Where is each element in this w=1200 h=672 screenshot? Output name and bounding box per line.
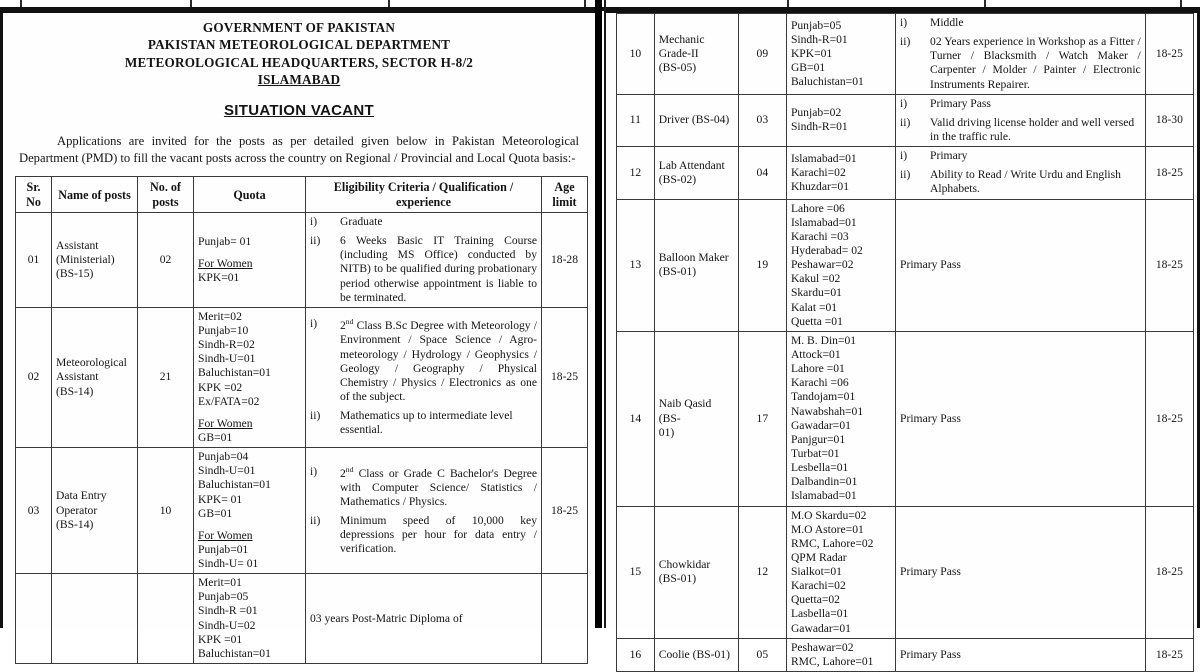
eligibility-text: Primary [930,149,968,163]
page-title: SITUATION VACANT [223,101,375,119]
cell-no-of-posts: 21 [138,307,194,447]
eligibility-item [310,409,537,437]
eligibility-text: Middle [930,16,964,29]
quota-line: Lahore =01 [790,362,845,376]
eligibility-text: Minimum speed of 10,000 key depressions per hour for data entry / verification. [340,514,537,556]
quota-line: Sindh-R=01 [790,120,848,134]
quota-line: Quetta =01 [790,314,843,328]
quota-line: Hyderabad= 02 [790,243,863,257]
col-header-no-of-posts: No. of posts [138,177,194,213]
eligibility-text: 03 years Post-Matric Diploma of [310,611,463,625]
cell-age-limit: 18-28 [542,212,588,307]
quota-line: Peshawar=02 [790,640,854,654]
quota-line: Punjab=05 [198,590,249,604]
post-name-line: (BS-14) [56,384,94,398]
left-page-column [0,11,595,660]
cell-post-name [654,147,738,199]
post-name-line: Mechanic [658,32,705,46]
eligibility-item [310,465,537,509]
cell-post-name [654,331,738,506]
col-header-eligibility: Eligibility Criteria / Qualification / experience [306,177,542,213]
post-name-line: (Ministerial) [56,252,115,266]
eligibility-list [900,97,1141,144]
quota-line: Islamabad=01 [790,151,857,165]
post-name-line: Driver (BS-04) [658,113,730,127]
quota-line: Karachi =03 [790,229,849,243]
cell-eligibility [896,14,1146,95]
cell-quota [786,14,895,95]
eligibility-list [310,317,537,437]
quota-line: Sindh-R=01 [790,32,848,46]
cell-eligibility [896,638,1146,671]
cell-age-limit: 18-25 [1145,638,1193,671]
cell-post-name [52,448,138,574]
quota-line: Islamabad=01 [790,215,857,229]
post-name-line: Meteorological [56,356,127,370]
quota-line: Lesbella=01 [790,461,849,475]
quota-line: M.O Skardu=02 [790,508,867,522]
cell-sr-no: 10 [617,14,655,95]
cell-no-of-posts: 09 [738,14,786,95]
table-row [617,506,1194,638]
eligibility-marker: i) [310,317,318,331]
col-header-sr-no: Sr. No [16,177,52,213]
cell-no-of-posts: 17 [738,331,786,506]
quota-line: KPK= 01 [198,492,243,506]
post-name-line: (BS-15) [56,266,94,280]
cell-quota [786,147,895,199]
quota-line: Merit=02 [198,309,242,323]
eligibility-text: Primary Pass [900,411,961,425]
cell-age-limit: 18-25 [542,307,588,447]
cell-quota [786,199,895,331]
eligibility-item [310,317,537,404]
eligibility-item [310,514,537,556]
table-row [617,331,1194,506]
quota-line: M.O Astore=01 [790,522,864,536]
post-name-line: (BS-05) [658,60,697,74]
quota-line: Merit=01 [198,576,242,590]
cell-post-name [654,14,738,95]
cell-sr-no: 12 [617,147,655,199]
quota-line: Khuzdar=01 [790,179,849,193]
col-header-age-limit: Age limit [542,177,588,213]
post-name-line: Coolie (BS-01) [658,647,730,661]
cell-post-name [52,574,138,664]
cell-no-of-posts: 12 [738,506,786,638]
post-name-line: Grade-II [658,46,699,60]
quota-line: Karachi=02 [790,579,846,593]
eligibility-item [900,97,1141,111]
cell-eligibility [306,212,542,307]
table-row [617,147,1194,199]
table-row [16,212,588,307]
quota-line: Nawabshah=01 [790,404,864,418]
eligibility-text: 2nd Class or Grade C Bachelor's Degree with Computer Science/ Statistics / Mathematics / Physics. [340,464,537,508]
vacancy-table-right [616,13,1194,672]
quota-line: Karachi=02 [790,165,846,179]
eligibility-text: 02 Years experience in Workshop as a Fitter / Turner / Blacksmith / Watch Maker / Carpenter / Molder / Painter / Electronic Instruments Repairer. [930,35,1141,91]
document-header [3,13,595,119]
quota-line: Punjab=05 [790,18,842,32]
quota-women-line: GB=01 [198,430,233,444]
eligibility-list [900,412,1141,426]
header-line-1: GOVERNMENT OF PAKISTAN [202,20,396,35]
quota-women-label: For Women [198,528,253,542]
eligibility-text: Primary Pass [900,647,961,661]
quota-line: Peshawar=02 [790,258,854,272]
cell-no-of-posts: 19 [738,199,786,331]
quota-line: Baluchistan=01 [790,75,864,89]
post-name-line: Assistant [56,238,99,252]
table-row [16,448,588,574]
cell-sr-no: 15 [617,506,655,638]
header-line-3: METEOROLOGICAL HEADQUARTERS, SECTOR H-8/2 [124,54,474,70]
eligibility-item [900,35,1141,92]
cell-sr-no: 16 [617,638,655,671]
quota-line: Sindh-R=02 [198,338,255,352]
eligibility-text: Valid driving license holder and well versed in the traffic rule. [930,115,1135,143]
eligibility-marker: ii) [900,115,911,129]
header-line-4: ISLAMABAD [257,72,341,88]
quota-line: Punjab=10 [198,323,249,337]
quota-line: Punjab= 01 [198,234,252,248]
eligibility-list [310,465,537,557]
cell-eligibility [896,331,1146,506]
post-name-line: Balloon Maker [658,251,729,265]
eligibility-list [310,215,537,305]
post-name-line: (BS-02) [658,172,697,186]
intro-text: Applications are invited for the posts as per detailed given below in Pakistan Meteorological Department (PMD) to fill the vacant posts across the country on Regional / Provincial and Local Quota basis:- [19,133,579,165]
quota-line: RMC, Lahore=02 [790,536,874,550]
col-header-quota: Quota [194,177,306,213]
post-name-line: Chowkidar [658,557,711,571]
eligibility-text: Primary Pass [900,258,961,272]
cell-sr-no: 01 [16,212,52,307]
cell-no-of-posts: 03 [738,94,786,146]
eligibility-item [900,168,1141,196]
post-name-line: (BS-14) [56,517,94,531]
strip-divider [190,0,192,7]
cell-quota [194,448,306,574]
eligibility-text: 2nd Class B.Sc Degree with Meteorology / Environment / Space Science / Agro-meteorology / Hydrology / Geophysics / Geology / Geography / Physical Chemistry / Physics / Electronics as one of the subject. [340,317,537,404]
quota-line: Lasbella=01 [790,607,849,621]
post-name-line: Data Entry [56,489,107,503]
quota-line: Dalbandin=01 [790,475,858,489]
strip-divider [1180,0,1182,7]
right-page-column [606,11,1200,668]
cell-age-limit [542,574,588,664]
eligibility-item [900,116,1141,144]
quota-women-line: KPK=01 [198,270,240,284]
cell-sr-no [16,574,52,664]
eligibility-marker: ii) [310,409,321,423]
quota-line: Sindh-U=01 [198,464,256,478]
eligibility-list [900,565,1141,579]
strip-divider [584,0,586,7]
quota-line: Panjgur=01 [790,432,846,446]
cell-eligibility [306,307,542,447]
cell-quota [786,94,895,146]
eligibility-text: Graduate [340,214,383,228]
quota-line: Sialkot=01 [790,565,842,579]
quota-line: Attock=01 [790,347,841,361]
cell-quota [786,331,895,506]
table-row [617,14,1194,95]
quota-line: Sindh-U=02 [198,618,256,632]
eligibility-text: 6 Weeks Basic IT Training Course (including MS Office) conducted by NITB) to be qualified during probationary period otherwise appointment is liable to be terminated. [340,234,537,304]
table-row [16,307,588,447]
eligibility-text: Primary Pass [900,565,961,579]
eligibility-list [900,648,1141,662]
cell-no-of-posts: 05 [738,638,786,671]
quota-line: Baluchistan=01 [198,646,271,660]
cell-quota [786,506,895,638]
header-line-2: PAKISTAN METEOROLOGICAL DEPARTMENT [147,37,451,53]
quota-line: Punjab=04 [198,450,249,464]
cell-age-limit: 18-25 [1145,147,1193,199]
cell-eligibility [306,574,542,664]
eligibility-list [310,612,537,626]
eligibility-text: Ability to Read / Write Urdu and English Alphabets. [930,168,1121,196]
quota-line: Karachi =06 [790,376,849,390]
vacancy-table-left [15,176,588,664]
cell-no-of-posts: 02 [138,212,194,307]
post-name-line: (BS-01) [658,572,697,586]
quota-line: Baluchistan=01 [198,478,271,492]
eligibility-marker: i) [900,96,908,110]
table-row [617,638,1194,671]
cell-age-limit: 18-25 [542,448,588,574]
post-name-line: Operator [56,503,98,517]
quota-women-line: Sindh-U= 01 [198,557,259,571]
table-row [16,574,588,664]
quota-spacer [198,521,301,529]
quota-line: Gawadar=01 [790,418,851,432]
quota-line: Kakul =02 [790,272,841,286]
quota-line: M. B. Din=01 [790,333,857,347]
cell-quota [194,574,306,664]
cell-no-of-posts [138,574,194,664]
intro-paragraph [19,133,579,167]
cell-sr-no: 11 [617,94,655,146]
cell-age-limit: 18-25 [1145,199,1193,331]
eligibility-marker: ii) [900,35,911,49]
cell-sr-no: 03 [16,448,52,574]
cell-eligibility [896,506,1146,638]
eligibility-item [310,215,537,229]
post-name-line: Assistant [56,370,99,384]
quota-line: Lahore =06 [790,201,845,215]
quota-women-label: For Women [198,256,253,270]
cell-post-name [654,199,738,331]
strip-divider [984,0,986,7]
page-spine-divider [595,0,602,628]
eligibility-marker: i) [900,16,908,29]
cell-eligibility [896,94,1146,146]
eligibility-item [900,16,1141,30]
quota-line: KPK=01 [790,46,833,60]
eligibility-marker: ii) [310,514,321,528]
strip-divider [787,0,789,7]
eligibility-marker: i) [310,214,318,228]
cell-post-name [654,94,738,146]
eligibility-text: Mathematics up to intermediate level essential. [340,409,513,437]
cell-quota [786,638,895,671]
cell-age-limit: 18-30 [1145,94,1193,146]
post-name-line: (BS-01) [658,265,697,279]
table-row [617,94,1194,146]
cell-no-of-posts: 10 [138,448,194,574]
eligibility-list [900,258,1141,272]
eligibility-list [900,16,1141,92]
quota-women-line: Punjab=01 [198,542,249,556]
strip-divider [388,0,390,7]
cell-sr-no: 13 [617,199,655,331]
post-name-line: Naib Qasid (BS- [658,397,712,425]
eligibility-list [900,149,1141,196]
eligibility-item [310,234,537,305]
eligibility-marker: i) [900,149,908,163]
post-name-line: 01) [658,425,675,439]
cell-post-name [654,506,738,638]
quota-line: GB=01 [198,506,233,520]
quota-line: RMC, Lahore=01 [790,654,874,668]
cell-post-name [654,638,738,671]
cell-eligibility [896,199,1146,331]
quota-line: Ex/FATA=02 [198,394,260,408]
quota-spacer [198,249,301,257]
cell-sr-no: 02 [16,307,52,447]
quota-line: Turbat=01 [790,446,840,460]
quota-line: Islamabad=01 [790,489,857,503]
cell-age-limit: 18-25 [1145,331,1193,506]
quota-line: Sindh-R =01 [198,604,258,618]
quota-line: Baluchistan=01 [198,366,271,380]
table-row [617,199,1194,331]
cell-post-name [52,307,138,447]
table-header-row [16,177,588,213]
quota-line: Quetta=02 [790,593,840,607]
cell-quota [194,212,306,307]
eligibility-marker: ii) [310,234,321,248]
eligibility-item [900,149,1141,163]
quota-line: GB=01 [790,60,826,74]
strip-divider [20,0,22,7]
cell-age-limit: 18-25 [1145,506,1193,638]
quota-line: Sindh-U=01 [198,352,256,366]
cell-quota [194,307,306,447]
quota-spacer [198,409,301,417]
quota-line: KPK =01 [198,632,243,646]
cell-no-of-posts: 04 [738,147,786,199]
quota-line: QPM Radar [790,550,847,564]
cell-age-limit: 18-25 [1145,14,1193,95]
cell-sr-no: 14 [617,331,655,506]
cell-post-name [52,212,138,307]
col-header-name-of-posts: Name of posts [52,177,138,213]
quota-line: Gawadar=01 [790,621,851,635]
eligibility-marker: i) [310,464,318,478]
eligibility-text: Primary Pass [930,96,991,110]
quota-line: Punjab=02 [790,106,842,120]
quota-line: Kalat =01 [790,300,838,314]
quota-line: Tandojam=01 [790,390,856,404]
eligibility-marker: ii) [900,168,911,182]
post-name-line: Lab Attendant [658,158,725,172]
quota-line: Skardu=01 [790,286,842,300]
quota-women-label: For Women [198,416,253,430]
quota-line: KPK =02 [198,380,243,394]
cell-eligibility [306,448,542,574]
cell-eligibility [896,147,1146,199]
